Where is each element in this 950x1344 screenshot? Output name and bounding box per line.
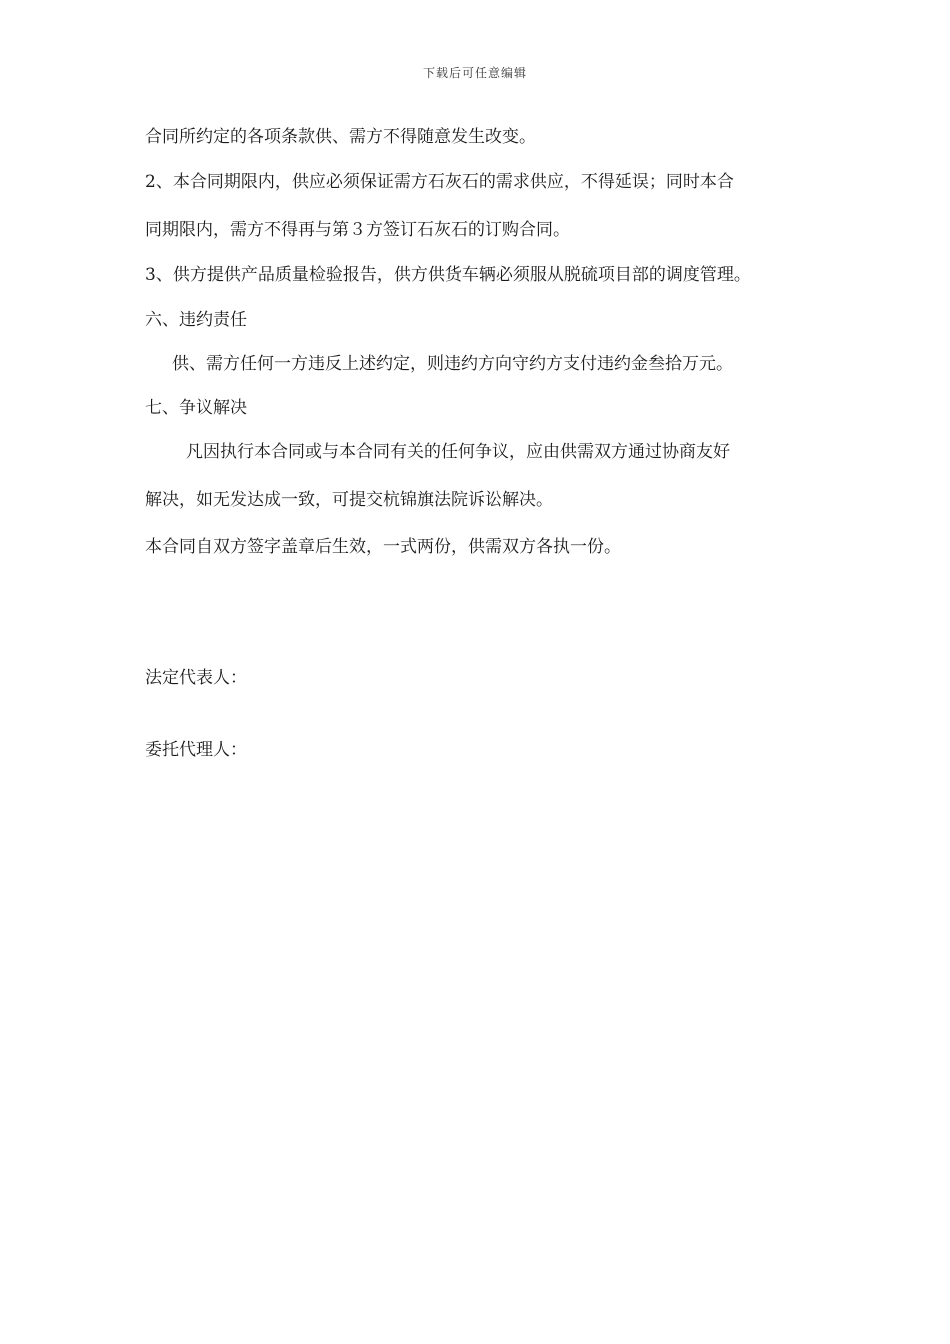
section-heading: 七、争议解决	[145, 398, 247, 418]
authorized-agent-label: 委托代理人：	[145, 740, 247, 760]
clause-text: 2、本合同期限内，供应必须保证需方石灰石的需求供应，不得延误；同时本合	[145, 172, 734, 192]
legal-representative-label: 法定代表人：	[145, 668, 247, 688]
clause-text: 合同所约定的各项条款供、需方不得随意发生改变。	[145, 127, 536, 147]
clause-text: 本合同自双方签字盖章后生效，一式两份，供需双方各执一份。	[145, 537, 621, 557]
clause-text: 3、供方提供产品质量检验报告，供方供货车辆必须服从脱硫项目部的调度管理。	[145, 265, 751, 285]
page-header: 下载后可任意编辑	[422, 66, 527, 80]
clause-text: 凡因执行本合同或与本合同有关的任何争议，应由供需双方通过协商友好	[186, 442, 730, 462]
clause-text: 供、需方任何一方违反上述约定，则违约方向守约方支付违约金叁拾万元。	[172, 354, 733, 374]
section-heading: 六、违约责任	[145, 310, 247, 330]
clause-text: 解决，如无发达成一致，可提交杭锦旗法院诉讼解决。	[145, 490, 553, 510]
clause-text: 同期限内，需方不得再与第３方签订石灰石的订购合同。	[145, 220, 570, 240]
